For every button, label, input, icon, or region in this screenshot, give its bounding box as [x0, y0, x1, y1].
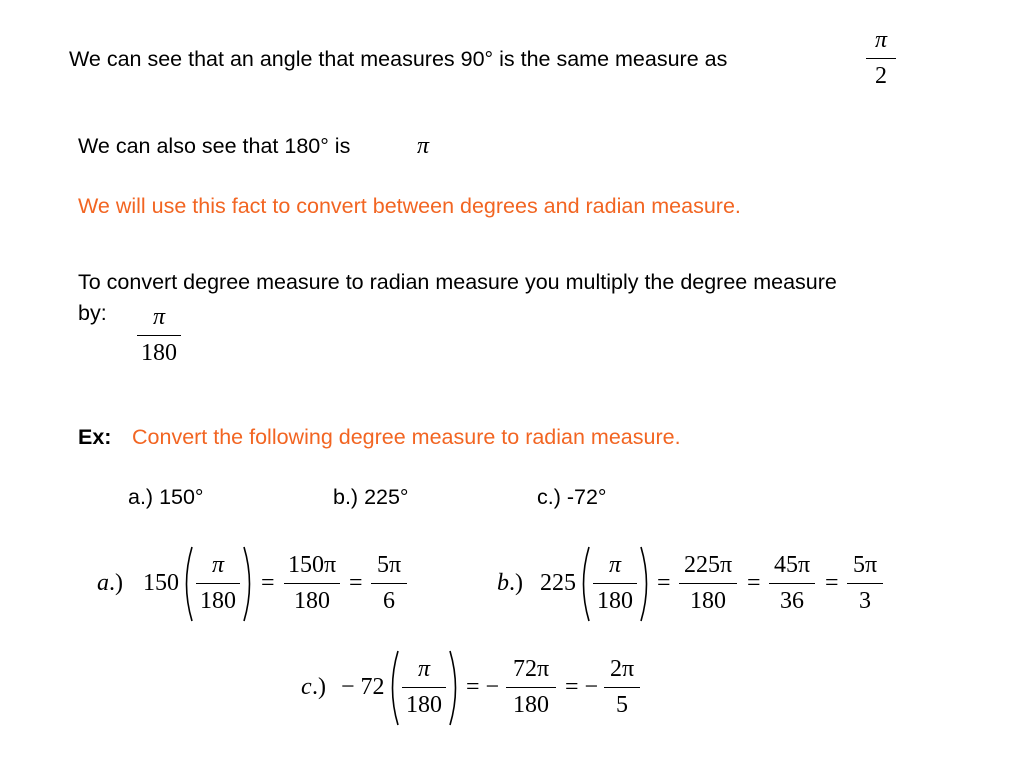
fraction-numerator: 72π: [512, 656, 550, 682]
fraction-numerator: 5π: [852, 552, 878, 578]
equals-sign: =: [657, 570, 671, 596]
fraction-denominator: 36: [780, 588, 804, 614]
problem-c: c.) -72°: [537, 485, 607, 509]
fraction-numerator: 2π: [609, 656, 635, 682]
fraction-denominator: 2: [875, 63, 887, 89]
statement-90-degrees: We can see that an angle that measures 90° is the same measure as: [69, 47, 728, 71]
fraction-bar: [769, 583, 815, 584]
fraction-bar: [402, 687, 446, 688]
equals-sign: =: [825, 570, 839, 596]
equals-minus: = −: [466, 674, 500, 700]
solution-label: c: [301, 674, 312, 700]
fraction-denominator: 180: [406, 692, 442, 718]
solution-paren: .): [509, 570, 523, 596]
fraction-bar: [371, 583, 407, 584]
equals-sign: =: [261, 570, 275, 596]
highlight-statement: We will use this fact to convert between degrees and radian measure.: [78, 194, 741, 218]
fraction-denominator: 3: [859, 588, 871, 614]
fraction-bar: [847, 583, 883, 584]
fraction-numerator: π: [608, 552, 622, 578]
example-instruction: Convert the following degree measure to radian measure.: [132, 425, 681, 449]
fraction-225pi-over-180: [679, 553, 737, 617]
fraction-denominator: 180: [690, 588, 726, 614]
fraction-denominator: 180: [200, 588, 236, 614]
fraction-bar: [866, 58, 896, 59]
fraction-5pi-over-3: [847, 553, 883, 617]
solution-factor: 225: [540, 570, 576, 596]
solution-paren: .): [109, 570, 123, 596]
fraction-pi-over-180: [196, 553, 240, 617]
fraction-45pi-over-36: [769, 553, 815, 617]
equals-minus: = −: [565, 674, 599, 700]
example-label: Ex:: [78, 425, 112, 449]
fraction-numerator: π: [211, 552, 225, 578]
solution-factor: − 72: [341, 674, 385, 700]
conversion-rule: To convert degree measure to radian measure you multiply the degree measure: [78, 270, 837, 294]
fraction-denominator: 180: [294, 588, 330, 614]
fraction-pi-over-180: [402, 657, 446, 721]
fraction-denominator: 180: [597, 588, 633, 614]
fraction-bar: [137, 335, 181, 336]
fraction-150pi-over-180: [284, 553, 340, 617]
equals-sign: =: [747, 570, 761, 596]
fraction-denominator: 6: [383, 588, 395, 614]
fraction-numerator: π: [417, 656, 431, 682]
fraction-2pi-over-5: [604, 657, 640, 721]
pi-symbol: π: [417, 133, 430, 159]
fraction-denominator: 5: [616, 692, 628, 718]
fraction-denominator: 180: [141, 340, 177, 366]
fraction-bar: [604, 687, 640, 688]
fraction-bar: [593, 583, 637, 584]
fraction-denominator: 180: [513, 692, 549, 718]
fraction-pi-over-2: [866, 28, 896, 92]
fraction-numerator: 45π: [773, 552, 811, 578]
fraction-numerator: 225π: [683, 552, 733, 578]
solution-paren: .): [312, 674, 326, 700]
fraction-pi-over-180: [137, 305, 181, 369]
equals-sign: =: [349, 570, 363, 596]
statement-180-degrees: We can also see that 180° is: [78, 134, 351, 158]
conversion-rule-continued: by:: [78, 301, 107, 325]
fraction-72pi-over-180: [506, 657, 556, 721]
fraction-numerator: 150π: [287, 552, 337, 578]
fraction-bar: [196, 583, 240, 584]
solution-factor: 150: [143, 570, 179, 596]
fraction-bar: [679, 583, 737, 584]
problem-b: b.) 225°: [333, 485, 409, 509]
fraction-numerator: 5π: [376, 552, 402, 578]
fraction-bar: [284, 583, 340, 584]
solution-label: b: [497, 570, 509, 596]
fraction-numerator: π: [152, 304, 166, 330]
fraction-numerator: π: [874, 27, 888, 53]
fraction-bar: [506, 687, 556, 688]
fraction-5pi-over-6: [371, 553, 407, 617]
problem-a: a.) 150°: [128, 485, 204, 509]
solution-label: a: [97, 570, 109, 596]
fraction-pi-over-180: [593, 553, 637, 617]
